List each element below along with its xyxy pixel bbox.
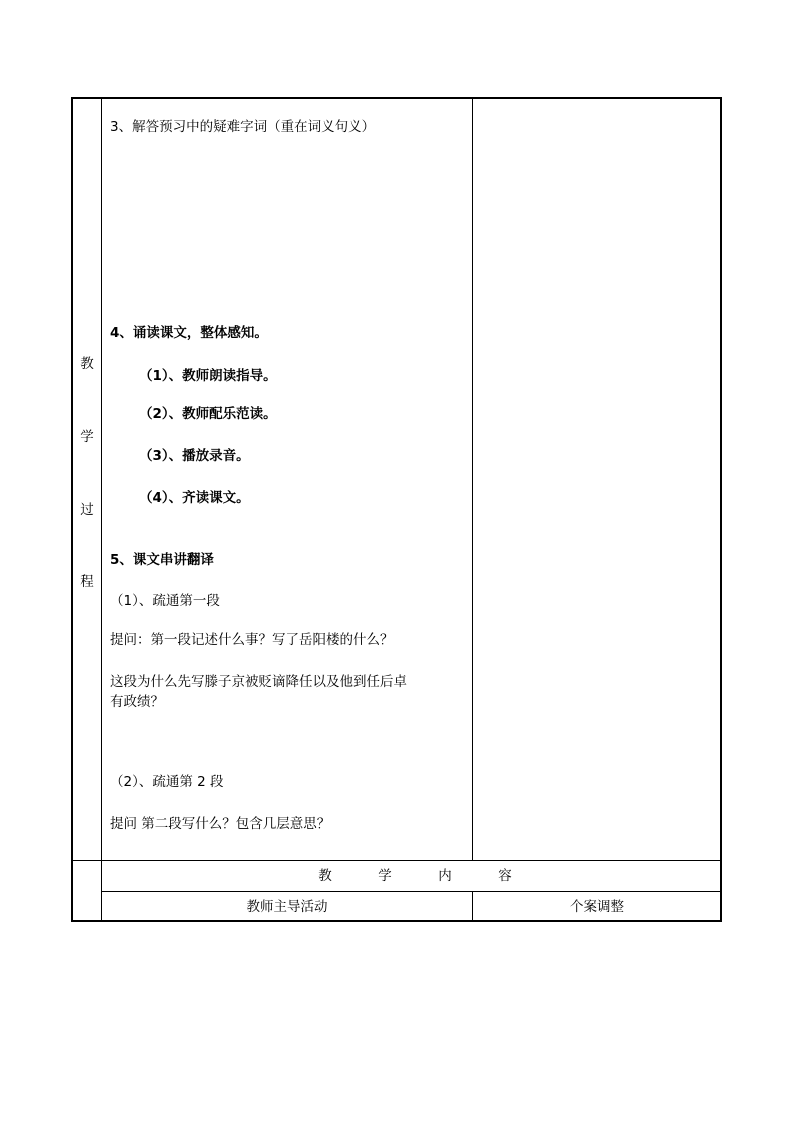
- sub-1-title: （1）、疏通第一段: [110, 593, 220, 609]
- section-label-char: 教: [80, 356, 94, 372]
- case-adjustment-header: 个案调整: [570, 899, 624, 915]
- lesson-table: [71, 97, 722, 922]
- item-5-translation: 5、课文串讲翻译: [110, 552, 214, 568]
- item-4-sub-3: （3）、播放录音。: [139, 448, 250, 464]
- footer-heading-char: 教: [318, 868, 332, 884]
- adjustment-column-divider: [472, 97, 473, 861]
- section-label-char: 学: [80, 429, 94, 445]
- sub-1-question-1: 提问：第一段记述什么事？写了岳阳楼的什么？: [110, 632, 394, 648]
- teacher-activity-header: 教师主导活动: [246, 899, 328, 915]
- item-3-answer-difficult-words: 3、解答预习中的疑难字词（重在词义句义）: [110, 119, 376, 135]
- item-4-sub-1: （1）、教师朗读指导。: [139, 368, 277, 384]
- item-4-sub-2: （2）、教师配乐范读。: [139, 406, 277, 422]
- label-column-divider: [101, 97, 102, 922]
- footer-heading-char: 内: [438, 868, 452, 884]
- item-4-sub-4: （4）、齐读课文。: [139, 490, 250, 506]
- footer-heading-char: 学: [378, 868, 392, 884]
- section-label-char: 过: [80, 502, 94, 518]
- sub-1-question-2-line-2: 有政绩？: [110, 694, 164, 710]
- item-4-read-aloud: 4、诵读课文，整体感知。: [110, 325, 268, 341]
- footer-top-rule: [72, 860, 721, 861]
- sub-2-title: （2）、疏通第 2 段: [110, 774, 224, 790]
- footer-middle-rule: [101, 891, 721, 892]
- section-label-char: 程: [80, 574, 94, 590]
- footer-heading: [295, 866, 535, 886]
- sub-1-question-2-line-1: 这段为什么先写滕子京被贬谪降任以及他到任后卓: [110, 674, 407, 690]
- footer-heading-char: 容: [498, 868, 512, 884]
- sub-2-question: 提问 第二段写什么？包含几层意思？: [110, 816, 331, 832]
